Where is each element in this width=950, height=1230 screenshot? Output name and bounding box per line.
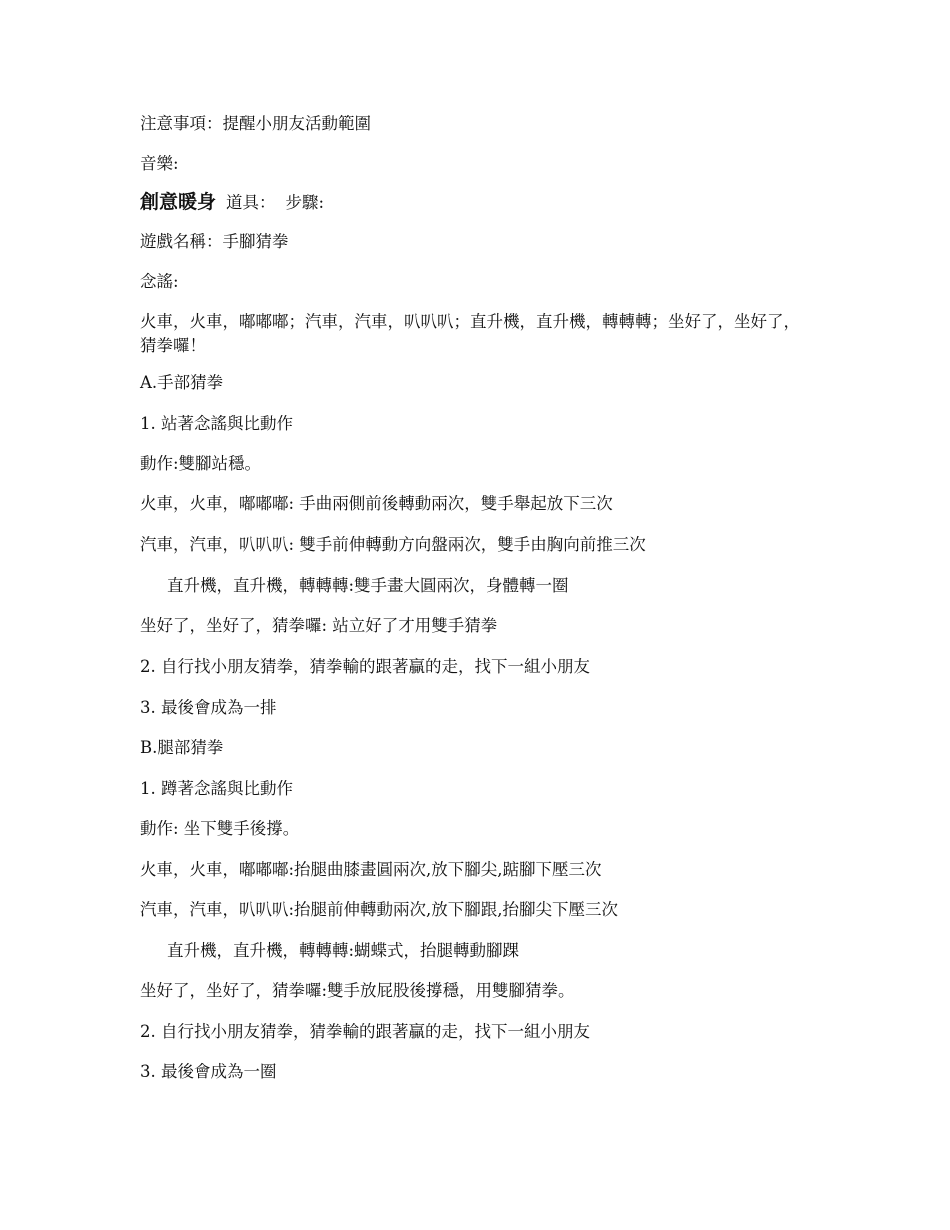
game-name-line: 遊戲名稱：手腳猜拳	[140, 232, 289, 251]
section-title: 創意暖身	[140, 191, 217, 213]
part-b-train: 火車，火車，嘟嘟嘟:抬腿曲膝畫圓兩次,放下腳尖,踮腳下壓三次	[140, 860, 602, 879]
music-line: 音樂:	[140, 154, 179, 173]
part-a-train: 火車，火車，嘟嘟嘟: 手曲兩側前後轉動兩次，雙手舉起放下三次	[140, 494, 613, 513]
part-a-title: A.手部猜拳	[140, 373, 224, 392]
part-a-step3: 3. 最後會成為一排	[140, 698, 277, 717]
steps-label: 步驟:	[285, 193, 325, 212]
part-b-step2: 2. 自行找小朋友猜拳，猜拳輸的跟著贏的走，找下一組小朋友	[140, 1022, 590, 1041]
part-a-sit: 坐好了，坐好了，猜拳囉: 站立好了才用雙手猜拳	[140, 616, 498, 635]
part-a-heli: 直升機，直升機，轉轉轉:雙手畫大圓兩次，身體轉一圈	[167, 576, 569, 595]
notes-line: 注意事項：提醒小朋友活動範圍	[140, 114, 371, 133]
part-a-car: 汽車，汽車，叭叭叭: 雙手前伸轉動方向盤兩次，雙手由胸向前推三次	[140, 535, 646, 554]
chant-label-line: 念謠:	[140, 272, 179, 291]
part-b-step1: 1. 蹲著念謠與比動作	[140, 779, 293, 798]
part-b-title: B.腿部猜拳	[140, 738, 224, 757]
section-heading	[140, 190, 810, 215]
part-b-action: 動作: 坐下雙手後撐。	[140, 819, 300, 838]
props-label: 道具：	[226, 193, 276, 212]
part-b-car: 汽車，汽車，叭叭叭:抬腿前伸轉動兩次,放下腳跟,抬腳尖下壓三次	[140, 900, 619, 919]
part-a-action: 動作:雙腳站穩。	[140, 454, 262, 473]
part-b-heli: 直升機，直升機，轉轉轉:蝴蝶式，抬腿轉動腳踝	[167, 941, 520, 960]
part-b-sit: 坐好了，坐好了，猜拳囉:雙手放屁股後撐穩，用雙腳猜拳。	[140, 981, 575, 1000]
part-a-step1: 1. 站著念謠與比動作	[140, 414, 293, 433]
chant-text-paragraph: 火車，火車，嘟嘟嘟；汽車，汽車，叭叭叭；直升機，直升機，轉轉轉；坐好了，坐好了，猜拳囉！	[140, 312, 800, 355]
part-b-step3: 3. 最後會成為一圈	[140, 1062, 277, 1081]
part-a-step2: 2. 自行找小朋友猜拳，猜拳輸的跟著贏的走，找下一組小朋友	[140, 657, 590, 676]
